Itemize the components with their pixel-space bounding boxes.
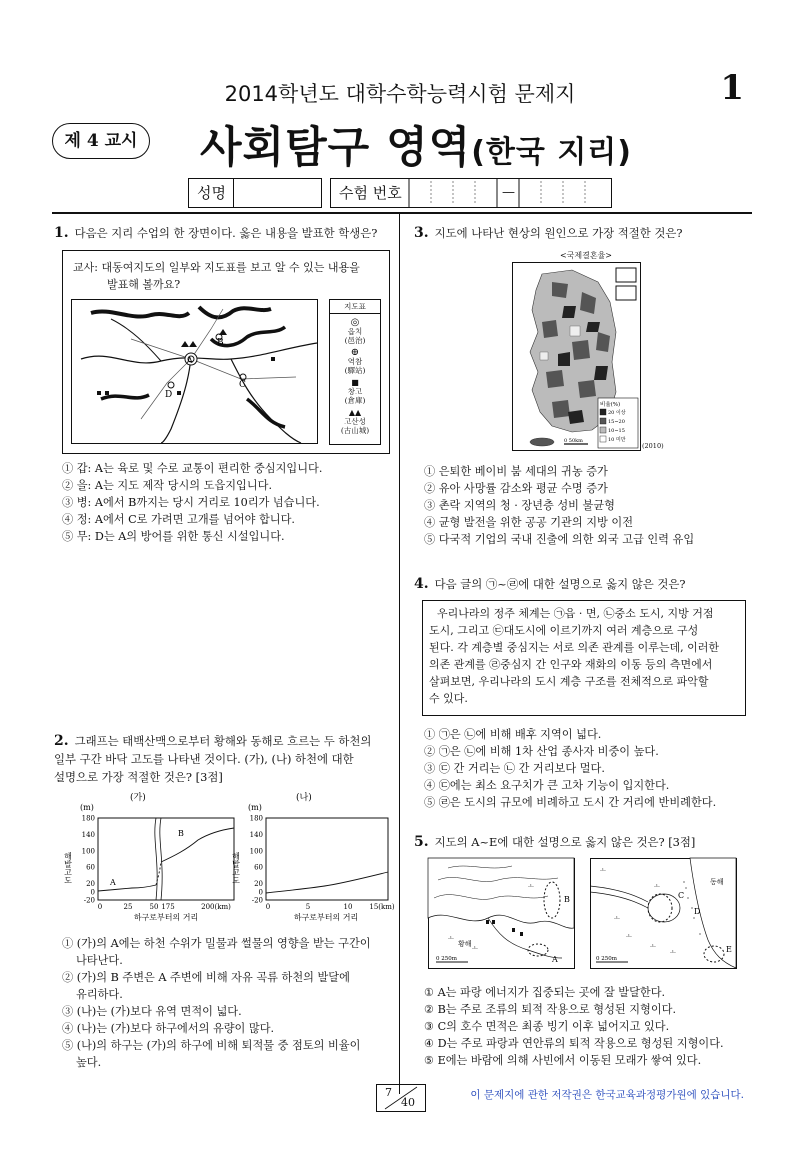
q2-option[interactable]: ① (가)의 A에는 하천 수위가 밀물과 썰물의 영향을 받는 구간이 [62, 937, 371, 950]
svg-text:ㅗ: ㅗ [626, 933, 632, 940]
q1-teacher-line2: 발표해 볼까요? [107, 278, 181, 291]
q2-ga-label: (가) [130, 793, 146, 803]
q1-legend-title: 지도표 [330, 300, 380, 314]
q2-na-label: (나) [296, 793, 312, 803]
svg-text:15~20: 15~20 [608, 419, 625, 425]
q2-option[interactable]: ③ (나)는 (가)보다 유역 면적이 넓다. [62, 1005, 242, 1018]
q1-option[interactable]: ① 갑: A는 육로 및 수로 교통이 편리한 중심지입니다. [62, 462, 323, 475]
q2-option[interactable]: ② (가)의 B 주변은 A 주변에 비해 자유 곡류 하천의 발달에 [62, 971, 350, 984]
q2-na-xtick: 15(km) [369, 903, 395, 911]
svg-text:ㅗ: ㅗ [528, 883, 534, 890]
q5-map2-label-c: C [678, 891, 685, 900]
exam-number-label: 수험 번호 [339, 184, 402, 202]
svg-text:ㅗ: ㅗ [600, 867, 606, 874]
subject-sub: (한국 지리) [471, 135, 632, 170]
q2-ga-unit: (m) [80, 803, 94, 812]
svg-text:10 미만: 10 미만 [608, 437, 626, 443]
page-total: 40 [401, 1096, 415, 1109]
svg-text:ㅗ: ㅗ [650, 943, 656, 950]
q2-ga-ytick: 20 [86, 880, 95, 889]
q2-na-ytick: 60 [254, 863, 263, 872]
svg-text:ㅗ: ㅗ [614, 915, 620, 922]
q5-map1-sea: 황해 [458, 940, 472, 948]
station-icon: ⊕ [350, 347, 360, 358]
exam-dash: — [502, 185, 515, 200]
q3-option[interactable]: ① 은퇴한 베이비 붐 세대의 귀농 증가 [424, 465, 608, 478]
q1-teacher-line1: 교사: 대동여지도의 일부와 지도표를 보고 알 수 있는 내용을 [73, 261, 360, 274]
q3-year: (2010) [642, 442, 664, 450]
q2-na-ytick: 100 [249, 847, 263, 856]
q2-graph-ga [58, 790, 241, 922]
q5-map2-label-e: E [726, 945, 732, 954]
q4-option[interactable]: ③ ㉢ 간 거리는 ㉡ 간 거리보다 멀다. [424, 762, 605, 775]
q3-option[interactable]: ④ 균형 발전을 위한 공공 기관의 지방 이전 [424, 516, 633, 529]
q2-ga-xtick: 50 [149, 903, 159, 911]
q1-option[interactable]: ④ 정: A에서 C로 가려면 고개를 넘어야 합니다. [62, 513, 295, 526]
q2-na-ytick: 180 [249, 814, 263, 823]
svg-text:ㅗ: ㅗ [448, 935, 454, 942]
svg-text:10~15: 10~15 [608, 428, 625, 434]
exam-title: 2014학년도 대학수학능력시험 문제지 [224, 82, 576, 106]
q5-options [424, 984, 754, 1069]
q5-option[interactable]: ② B는 주로 조류의 퇴적 작용으로 형성된 지형이다. [424, 1003, 677, 1016]
q3-scale: 0 50km [564, 438, 583, 444]
q2-na-xlabel: 하구로부터의 거리 [293, 913, 359, 922]
q2-na-xtick: 5 [305, 903, 311, 911]
q5-map-west [428, 858, 576, 970]
q2-number: 2. [54, 733, 69, 749]
q2-stem: 2. 그래프는 태백산맥으로부터 황해와 동해로 흐르는 두 하천의 일부 구간 바닥 고도를 나타낸 것이다. (가), (나) 하천에 대한 설명으로 가장 적절한 것은? [3점] [54, 733, 372, 784]
q1-map-label-a: A [187, 356, 193, 365]
q5-map1-label-b: B [564, 895, 570, 904]
q2-graph-na [231, 790, 395, 922]
q4-options [424, 726, 754, 811]
q2-na-ytick: 140 [249, 830, 263, 839]
q5-map-east [590, 858, 738, 970]
q2-ga-ylabel: 해발고도 [63, 852, 73, 884]
q1-map-label-c: C [239, 380, 246, 390]
q1-option[interactable]: ② 을: A는 지도 제작 당시의 도읍지입니다. [62, 479, 273, 492]
q1-map-label-d: D [165, 390, 173, 400]
q2-ga-ytick: 0 [90, 888, 95, 897]
q2-ga-xtick: 25 [123, 903, 133, 911]
name-label: 성명 [197, 184, 226, 202]
q2-na-ytick: 0 [258, 888, 263, 897]
q5-map2-label-d: D [694, 907, 701, 916]
q5-map2-scale: 0 250m [596, 956, 617, 962]
q2-ga-ytick: 180 [81, 814, 95, 823]
q2-option[interactable]: ④ (나)는 (가)보다 하구에서의 유량이 많다. [62, 1022, 275, 1035]
q2-ga-point-a: A [110, 878, 116, 887]
town-icon: ◎ [350, 317, 360, 328]
q5-option[interactable]: ① A는 파랑 에너지가 집중되는 곳에 잘 발달한다. [424, 986, 666, 999]
page-current: 7 [385, 1086, 392, 1099]
q2-ga-xtick: 200(km) [201, 903, 231, 911]
q1-map-label-b: B [217, 338, 224, 348]
page-number: 1 [720, 68, 744, 108]
svg-text:20 이상: 20 이상 [608, 410, 626, 416]
q1-map [71, 299, 319, 445]
q4-number: 4. [414, 576, 429, 592]
q5-stem: 5. 지도의 A~E에 대한 설명으로 옳지 않은 것은? [3점] [414, 834, 696, 850]
q4-option[interactable]: ② ㉠은 ㉡에 비해 1차 산업 종사자 비중이 높다. [424, 745, 659, 758]
q4-option[interactable]: ① ㉠은 ㉡에 비해 배후 지역이 넓다. [424, 728, 602, 741]
header-rule [52, 212, 752, 214]
period-badge: 제 4 교시 [52, 123, 150, 159]
q3-map-title: <국제결혼율> [559, 251, 613, 260]
page-counter [376, 1084, 426, 1112]
q1-options [62, 460, 392, 545]
q1-number: 1. [54, 225, 69, 241]
q2-na-unit: (m) [248, 803, 262, 812]
q2-ga-ytick: 60 [86, 863, 95, 872]
q1-option[interactable]: ⑤ 무: D는 A의 방어를 위한 통신 시설입니다. [62, 530, 285, 543]
exam-number-field[interactable] [330, 178, 612, 208]
q5-option[interactable]: ④ D는 주로 파랑과 연안류의 퇴적 작용으로 형성된 지형이다. [424, 1037, 724, 1050]
q5-map2-sea: 동해 [710, 878, 724, 886]
q5-map1-scale: 0 250m [436, 956, 457, 962]
subject-main: 사회탐구 영역 [200, 123, 472, 173]
svg-text:ㅗ: ㅗ [472, 945, 478, 952]
q2-ga-ytick: 100 [81, 847, 95, 856]
subject-title [200, 114, 632, 175]
fortress-icon: ▲▲ [348, 408, 362, 417]
q3-stem: 3. 지도에 나타난 현상의 원인으로 가장 적절한 것은? [414, 225, 683, 241]
q5-number: 5. [414, 834, 429, 850]
q2-options: ① (가)의 A에는 하천 수위가 밀물과 썰물의 영향을 받는 구간이 나타난다. ② (가)의 B 주변은 A 주변에 비해 자유 곡류 하천의 발달에 유리하다. ③ (나)는 (가)보다 유역 면적이 넓다. ④ (나)는 (가)보다 하구에서의 유량이 많다. ⑤ (나)의 하구는 (가)의 하구에 비해 퇴적물 중 점토의 비율이 높다. [62, 935, 392, 1071]
q4-passage: 우리나라의 정주 체계는 ㉠읍 · 면, ㉡중소 도시, 지방 거점 도시, 그리고 ㉢대도시에 이르기까지 여러 계층으로 구성 된다. 각 계층별 중심지는 서로 의존 관계를 이루는데, 이러한 의존 관계를 ㉣중심지 간 인구와 재화의 이동 등의 측면에서 살펴보면, 우리나라의 도시 계층 구조를 전체적으로 파악할 수 있다. [422, 600, 746, 716]
q2-ga-xtick: 175 [161, 903, 175, 911]
q5-option[interactable]: ⑤ E에는 바람에 의해 사빈에서 이동된 모래가 쌓여 있다. [424, 1054, 702, 1067]
column-divider [399, 214, 400, 1094]
q2-na-ytick: -20 [251, 896, 263, 905]
copyright-notice: 이 문제지에 관한 저작권은 한국교육과정평가원에 있습니다. [470, 1089, 744, 1101]
q3-map [512, 262, 642, 452]
storehouse-icon: ■ [351, 378, 359, 387]
q2-ga-ytick: 140 [81, 830, 95, 839]
q2-ga-point-b: B [178, 829, 184, 838]
q3-legend-title: 비율(%) [600, 402, 621, 408]
q3-number: 3. [414, 225, 429, 241]
svg-text:ㅗ: ㅗ [654, 883, 660, 890]
q4-option[interactable]: ⑤ ㉣은 도시의 규모에 비례하고 도시 간 거리에 반비례한다. [424, 796, 717, 809]
q3-option[interactable]: ② 유아 사망률 감소와 평균 수명 증가 [424, 482, 608, 495]
q2-ga-xlabel: 하구로부터의 거리 [133, 913, 199, 922]
q1-option[interactable]: ③ 병: A에서 B까지는 당시 거리로 10리가 넘습니다. [62, 496, 320, 509]
svg-text:ㅗ: ㅗ [670, 949, 676, 956]
q2-option[interactable]: ⑤ (나)의 하구는 (가)의 하구에 비해 퇴적물 중 점토의 비율이 [62, 1039, 361, 1052]
q2-ga-ytick: -20 [83, 896, 95, 905]
q2-ga-xtick: 0 [97, 903, 103, 911]
q1-stem: 1. 다음은 지리 수업의 한 장면이다. 옳은 내용을 발표한 학생은? [54, 225, 378, 241]
q1-legend: 지도표 ◎ 읍치 (邑治) ⊕ 역참 (驛站) ■ 창고 (倉庫) ▲▲ 고산성 (古山城) [329, 299, 381, 445]
q3-option[interactable]: ⑤ 다국적 기업의 국내 진출에 의한 외국 고급 인력 유입 [424, 533, 695, 546]
q4-option[interactable]: ④ ㉢에는 최소 요구치가 큰 고차 기능이 입지한다. [424, 779, 670, 792]
q4-stem: 4. 다음 글의 ㉠~㉣에 대한 설명으로 옳지 않은 것은? [414, 576, 686, 592]
q1-box [62, 250, 390, 454]
q2-na-ytick: 20 [254, 880, 263, 889]
q5-option[interactable]: ③ C의 호수 면적은 최종 빙기 이후 넓어지고 있다. [424, 1020, 670, 1033]
q3-option[interactable]: ③ 촌락 지역의 청 · 장년층 성비 불균형 [424, 499, 615, 512]
q2-na-xtick: 10 [343, 903, 353, 911]
name-field[interactable] [188, 178, 322, 208]
q5-map1-label-a: A [552, 955, 558, 964]
q2-na-ylabel: 해발고도 [231, 852, 241, 884]
q2-na-xtick: 0 [265, 903, 271, 911]
q3-options [424, 463, 754, 548]
